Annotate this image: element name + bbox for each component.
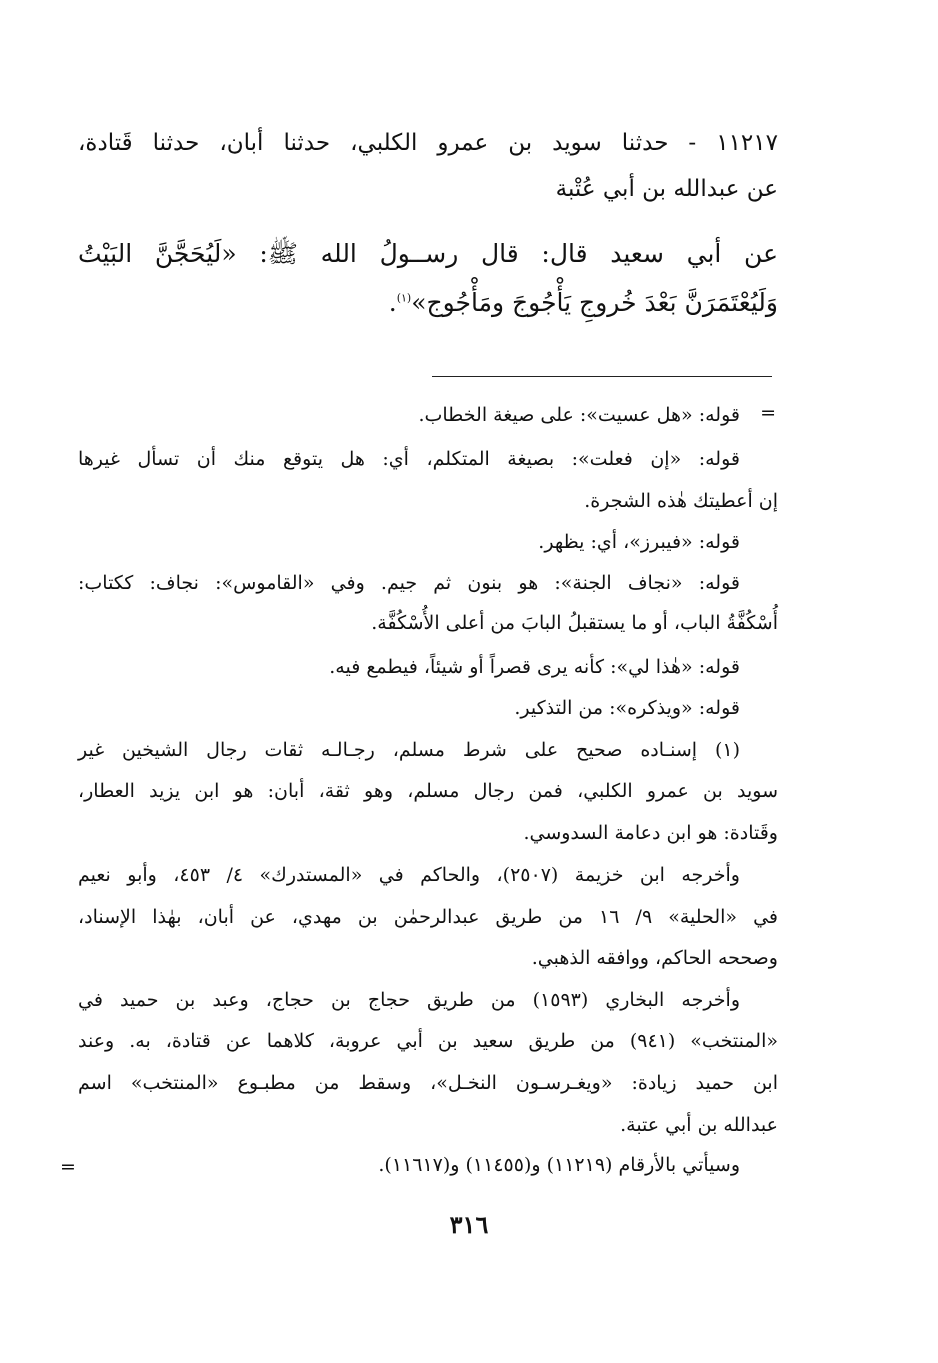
hadith-text-line-1: عن أبي سعيد قال: قال رســولُ الله ﷺ: «لَيُحَجَّنَّ البَيْتُ [78,239,778,268]
note-line: قوله: «فيبرز»، أي: يظهر. [538,531,740,553]
footnote-line: وسيأتي بالأرقام (١١٢١٩) و(١١٤٥٥) و(١١٦١٧). [378,1154,740,1176]
footnote-line: وأخرجه ابن خزيمة (٢٥٠٧)، والحاكم في «المستدرك» ٤/ ٤٥٣، وأبو نعيم [78,864,740,886]
note-line: إن أعطيتك هٰذه الشجرة. [584,490,778,512]
footnote-line: وأخرجه البخاري (١٥٩٣) من طريق حجاج بن حجاج، وعبد بن حميد في [78,989,741,1011]
footnote-line: ابن حميد زيادة: «ويغـرسـون النخـل»، وسقط من مطبـوع «المنتخب» اسم [78,1072,779,1094]
continuation-mark: = [760,402,776,424]
footnote-line: سويد بن عمرو الكلبي، فمن رجال مسلم، وهو ثقة، أبان: هو ابن يزيد العطار، [78,780,778,802]
footnote-line: وصححه الحاكم، ووافقه الذهبي. [531,947,778,969]
hadith-text-line-2: وَلَيُعْتَمَرَنَّ بَعْدَ خُروجِ يَأْجُوجَ ومَأْجُوج»$^{(١)}$. [388,288,778,317]
footnote-line: في «الحلية» ٩/ ١٦ من طريق عبدالرحمٰن بن مهدي، عن أبان، بهٰذا الإسناد، [78,906,778,928]
end-mark: = [60,1156,76,1178]
hadith-chain-line-2: عن عبدالله بن أبي عُتْبة [555,176,778,202]
page-number: ٣١٦ [449,1210,489,1239]
hadith-text: وَلَيُعْتَمَرَنَّ بَعْدَ خُروجِ يَأْجُوجَ ومَأْجُوج» [411,288,778,317]
footnote-ref: (١) [396,291,412,305]
note-line: قوله: «هٰذا لي»: كأنه يرى قصراً أو شيئاً، فيطمع فيه. [329,656,740,678]
footnote-line: عبدالله بن أبي عتبة. [620,1114,778,1136]
note-line: قوله: «ويذكره»: من التذكير. [514,697,740,719]
footnote-line: «المنتخب» (٩٤١) من طريق سعيد بن أبي عروبة، كلاهما عن قتادة، به. وعند [78,1030,778,1052]
note-line: قوله: «نجاف الجنة»: هو بنون ثم جيم. وفي «القاموس»: نجاف: ككتاب: [78,572,740,594]
footnote-line: (١) إسنـاده صحيح على شرط مسلم، رجـالـه ثقات رجال الشيخين غير [78,739,740,761]
note-line: قوله: «إن فعلت»: بصيغة المتكلم، أي: هل يتوقع منك أن تسأل غيرها [78,448,740,470]
footnote-divider [432,376,772,377]
footnote-line: وقَتادة: هو ابن دعامة السدوسي. [523,822,778,844]
hadith-chain-line-1: ١١٢١٧ - حدثنا سويد بن عمرو الكلبي، حدثنا أبان، حدثنا قَتادة، [78,130,778,156]
note-line: قوله: «هل عسيت»: على صيغة الخطاب. [418,404,740,426]
note-line: أُسْكُفَّةُ الباب، أو ما يستقبلُ البابَ من أعلى الأُسْكُفَّة. [371,612,778,634]
